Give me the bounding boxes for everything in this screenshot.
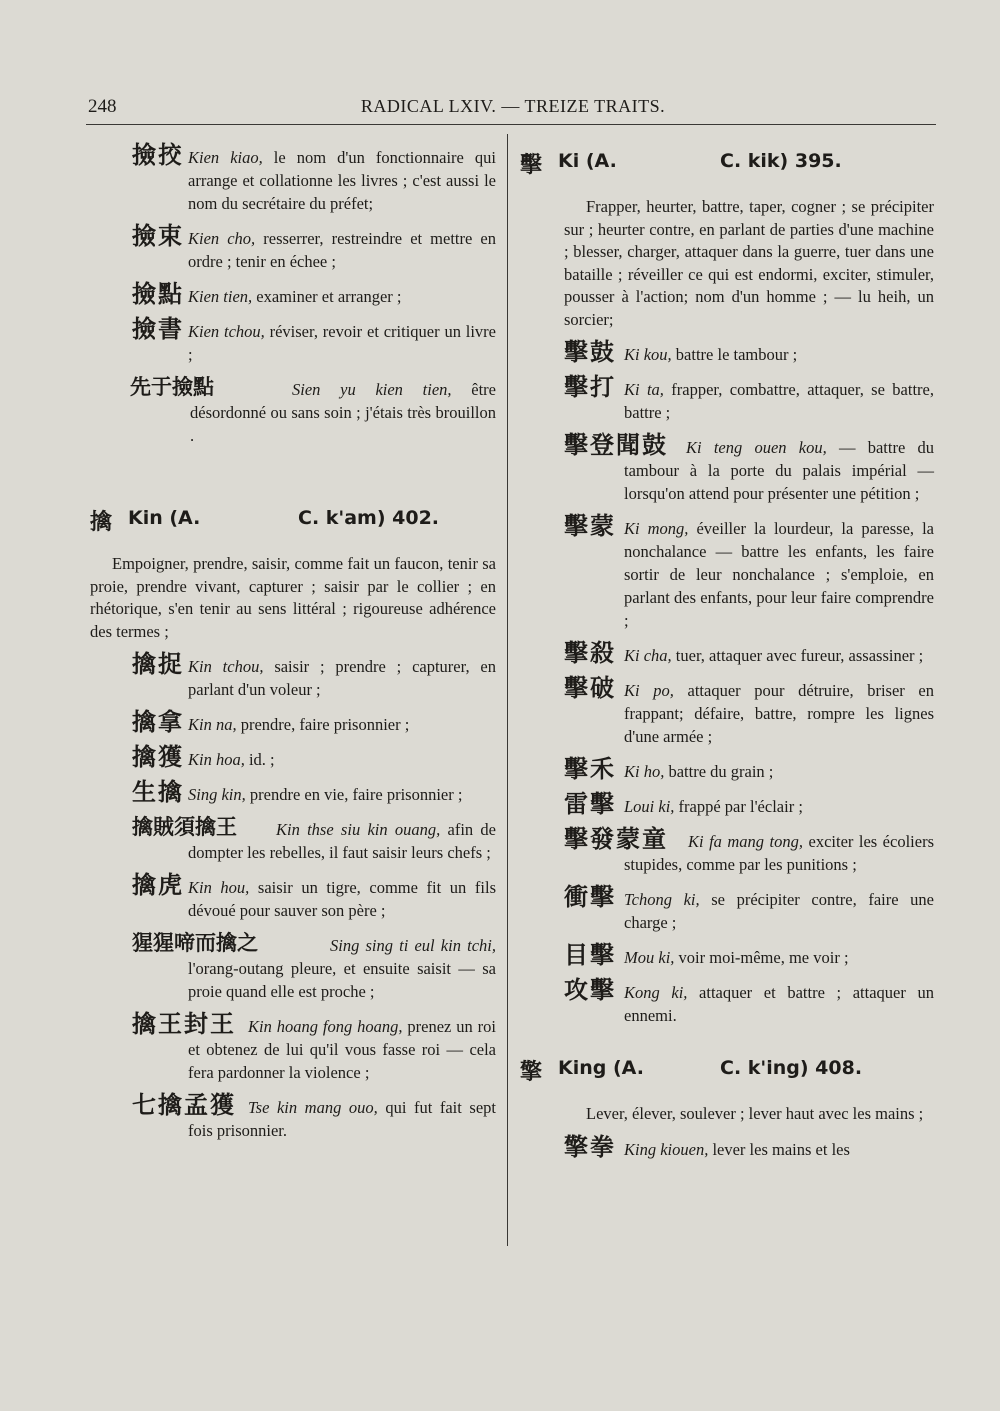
- entry-romanization: Kin hou,: [188, 878, 250, 897]
- entry-gloss: l'orang-outang pleure, et ensuite saisit — sa proie quand elle est proche ;: [188, 959, 496, 1001]
- entry-gloss: prendre en vie, faire prisonnier ;: [245, 785, 463, 804]
- entry-romanization: Kien tchou,: [188, 322, 265, 341]
- entry: [90, 1091, 496, 1142]
- headword: [520, 148, 934, 178]
- entry-romanization: Kin tchou,: [188, 657, 264, 676]
- entry-romanization: Sing kin,: [188, 785, 246, 804]
- entry: [520, 976, 934, 1027]
- headword-definition: Empoigner, prendre, saisir, comme fait un faucon, tenir sa proie, prendre vivant, capturer ; saisir par le collier ; en rhétorique, s'en tenir au sens littéral ; rigoureuse adhérence des termes ;: [90, 554, 496, 641]
- entry-romanization: Loui ki,: [624, 797, 675, 816]
- entry-romanization: Ki cha,: [624, 646, 672, 665]
- entry-gloss: attaquer pour détruire, briser en frappant; défaire, battre, rompre les lignes d'une armée ;: [624, 681, 934, 746]
- entry-gloss: id. ;: [244, 750, 275, 769]
- headword: [90, 505, 496, 535]
- entry: [90, 375, 496, 447]
- column-divider: [507, 134, 508, 1246]
- entry-characters: 擒虎: [132, 871, 184, 899]
- entry-characters: 撿束: [132, 222, 184, 250]
- entry-romanization: Ki kou,: [624, 345, 672, 364]
- entry-romanization: Kin thse siu kin ouang,: [276, 820, 441, 839]
- headword-definition: Lever, élever, soulever ; lever haut avec les mains ;: [586, 1104, 924, 1123]
- entry-romanization: Kin hoa,: [188, 750, 245, 769]
- headword-cantonese: C. kik) 395.: [720, 150, 842, 172]
- entry-romanization: Kien kiao,: [188, 148, 263, 167]
- entry-gloss: afin de dompter les rebelles, il faut saisir leurs chefs ;: [188, 820, 496, 862]
- entry-gloss: examiner et arranger ;: [252, 287, 402, 306]
- entry: [520, 431, 934, 505]
- entry-romanization: Sing sing ti eul kin tchi,: [330, 936, 496, 955]
- entry-gloss: tuer, attaquer avec fureur, assassiner ;: [671, 646, 924, 665]
- entry: [90, 280, 496, 308]
- headword-cantonese: C. k'am) 402.: [298, 507, 440, 529]
- headword-romanization: Kin (A.: [128, 507, 201, 529]
- entry: [520, 512, 934, 632]
- entry-characters: 擊打: [564, 373, 616, 401]
- entry-gloss: réviser, revoir et critiquer un livre ;: [188, 322, 496, 364]
- entry-gloss: se précipiter contre, faire une charge ;: [624, 890, 934, 932]
- entry-characters: 撿挍: [132, 141, 184, 169]
- entry-characters: 目擊: [564, 941, 616, 969]
- entry-romanization: Kien tien,: [188, 287, 253, 306]
- entry: [90, 222, 496, 273]
- entry-romanization: Ki fa mang tong,: [688, 832, 804, 851]
- entry: [520, 1132, 934, 1161]
- entry-gloss: saisir ; prendre ; capturer, en parlant d'un voleur ;: [188, 657, 496, 699]
- entry-gloss: resserrer, restreindre et mettre en ordre ; tenir en échee ;: [188, 229, 496, 271]
- entry-gloss: frappé par l'éclair ;: [674, 797, 803, 816]
- entry: [90, 708, 496, 736]
- entry-gloss: qui fut fait sept fois prisonnier.: [188, 1098, 496, 1140]
- entry-gloss: battre du grain ;: [664, 762, 774, 781]
- entry: [520, 825, 934, 876]
- entry: [520, 755, 934, 783]
- entry-gloss: le nom d'un fonctionnaire qui arrange et collationne les livres ; c'est aussi le nom du secrétaire du préfet;: [188, 148, 496, 213]
- entry-gloss: éveiller la lourdeur, la paresse, la nonchalance — battre les enfants, les faire sortir de leur nonchalance ; s'emploie, en parlant des enfants, pour leur faire comprendre ;: [624, 519, 934, 630]
- right-column: [520, 146, 934, 1173]
- entry-characters: 七擒孟獲: [132, 1091, 236, 1119]
- entry-romanization: Sien yu kien tien,: [292, 380, 452, 399]
- entry-characters: 先于撿點: [130, 375, 214, 399]
- running-head: RADICAL LXIV. — TREIZE TRAITS.: [360, 96, 666, 116]
- entry-characters: 撿書: [132, 315, 184, 343]
- entry-romanization: Kin na,: [188, 715, 237, 734]
- entry: [90, 650, 496, 701]
- entry: [520, 941, 934, 969]
- page-header: [88, 96, 938, 120]
- entry-romanization: Tse kin mang ouo,: [248, 1098, 378, 1117]
- entry-characters: 擊登聞鼓: [564, 431, 668, 459]
- entry-characters: 攻擊: [564, 976, 616, 1004]
- entry: [520, 790, 934, 818]
- entry: [90, 315, 496, 366]
- entry: [90, 743, 496, 771]
- entry-gloss: frapper, combattre, attaquer, se battre, battre ;: [624, 380, 934, 422]
- entry-romanization: Ki ta,: [624, 380, 664, 399]
- entry-characters: 擒獲: [132, 743, 184, 771]
- entry-romanization: Mou ki,: [624, 948, 675, 967]
- entry-characters: 猩猩啼而擒之: [132, 931, 258, 955]
- entry-gloss: lever les mains et les: [708, 1139, 850, 1159]
- entry-gloss: prenez un roi et obtenez de lui qu'il vous fasse roi — cela fera pardonner la violence ;: [188, 1017, 496, 1082]
- entry-gloss: prendre, faire prisonnier ;: [236, 715, 410, 734]
- entry-characters: 擒捉: [132, 650, 184, 678]
- header-rule: [86, 124, 936, 125]
- entry: [520, 373, 934, 424]
- entry-characters: 擊蒙: [564, 512, 616, 540]
- entry-romanization: Kin hoang fong hoang,: [248, 1017, 403, 1036]
- entry-characters: 擊鼓: [564, 338, 616, 366]
- entry-romanization: Ki mong,: [624, 519, 689, 538]
- headword-character: 擒: [90, 510, 113, 535]
- entry-romanization: Tchong ki,: [624, 890, 700, 909]
- entry: [90, 1010, 496, 1084]
- entry: [520, 674, 934, 748]
- entry-romanization: Kong ki,: [624, 983, 688, 1002]
- entry-gloss: exciter les écoliers stupides, comme par les punitions ;: [624, 832, 934, 874]
- left-column: [90, 141, 496, 1154]
- entry-characters: 擒賊須擒王: [132, 815, 237, 839]
- entry-characters: 擒拿: [132, 708, 184, 736]
- headword-romanization: Ki (A.: [558, 150, 617, 172]
- entry-characters: 雷擊: [564, 790, 616, 818]
- entry-gloss: saisir un tigre, comme fit un fils dévoué pour sauver son père ;: [188, 878, 496, 920]
- headword-character: 擎: [520, 1060, 543, 1085]
- headword-definition: Frapper, heurter, battre, taper, cogner ; se précipiter sur ; heurter contre, en parlant de parties d'une machine ; blesser, charger, attaquer dans la guerre, tuer dans une bataille ; réveiller ce qui est endormi, exciter, stimuler, pousser à l'action; nom d'un homme ; — lu heih, un sorcier;: [564, 197, 934, 329]
- entry-characters: 擊禾: [564, 755, 616, 783]
- entry: [520, 338, 934, 366]
- entry: [520, 639, 934, 667]
- entry: [90, 141, 496, 215]
- entry: [90, 871, 496, 922]
- entry-romanization: Ki teng ouen kou,: [686, 438, 827, 457]
- entry-characters: 生擒: [132, 778, 184, 806]
- entry-characters: 擊破: [564, 674, 616, 702]
- entry-romanization: Ki ho,: [624, 762, 665, 781]
- entry: [520, 883, 934, 934]
- entry-gloss: — battre du tambour à la porte du palais impérial — lorsqu'on attend pour présenter une pétition ;: [624, 438, 934, 503]
- entry-characters: 擒王封王: [132, 1010, 236, 1038]
- entry: [90, 931, 496, 1003]
- entry-gloss: voir moi-même, me voir ;: [674, 948, 849, 967]
- headword: [520, 1055, 934, 1085]
- entry-romanization: King kiouen,: [624, 1139, 709, 1159]
- entry-characters: 衝擊: [564, 883, 616, 911]
- headword-character: 擊: [520, 153, 543, 178]
- entry-gloss: attaquer et battre ; attaquer un ennemi.: [624, 983, 934, 1025]
- entry: [90, 778, 496, 806]
- entry-gloss: être désordonné ou sans soin ; j'étais très brouillon .: [190, 380, 496, 445]
- entry-characters: 擎拳: [564, 1132, 616, 1161]
- entry-romanization: Ki po,: [624, 681, 674, 700]
- entry-romanization: Kien cho,: [188, 229, 256, 248]
- entry-characters: 撿點: [132, 280, 184, 308]
- entry-gloss: battre le tambour ;: [671, 345, 798, 364]
- entry: [90, 815, 496, 864]
- entry-characters: 擊殺: [564, 639, 616, 667]
- headword-romanization: King (A.: [558, 1057, 644, 1079]
- page-number: 248: [88, 96, 117, 117]
- entry-characters: 擊發蒙童: [564, 825, 668, 853]
- headword-cantonese: C. k'ing) 408.: [720, 1057, 863, 1079]
